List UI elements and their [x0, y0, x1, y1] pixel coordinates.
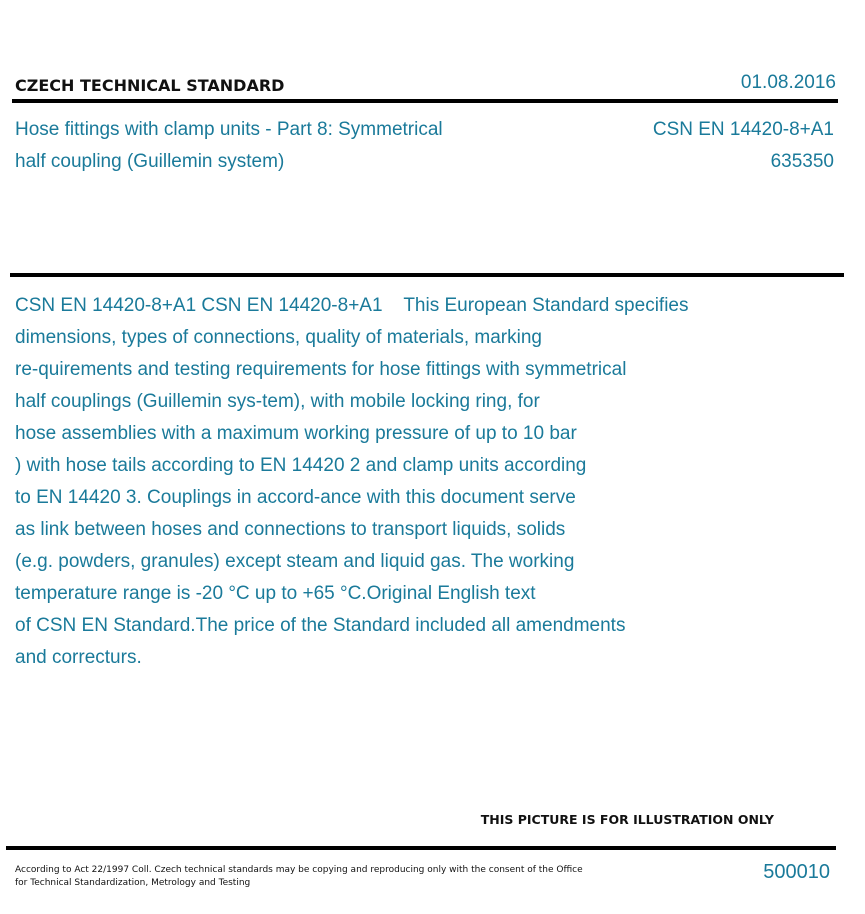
footer-rule — [6, 846, 836, 850]
abstract-line: hose assemblies with a maximum working pressure of up to 10 bar — [15, 423, 577, 444]
header-rule — [12, 99, 838, 103]
illustration-disclaimer: THIS PICTURE IS FOR ILLUSTRATION ONLY — [480, 812, 774, 827]
standard-number: CSN EN 14420-8+A1 — [652, 119, 834, 140]
abstract-text — [15, 290, 805, 674]
abstract-line: half couplings (Guillemin sys-tem), with mobile locking ring, for — [15, 391, 540, 412]
abstract-line: re-quirements and testing requirements for hose fittings with symmetrical — [15, 359, 627, 380]
standard-title-line: half coupling (Guillemin system) — [15, 151, 285, 172]
legal-notice-line: According to Act 22/1997 Coll. Czech technical standards may be copying and reproducing only with the consent of the Office — [15, 865, 583, 875]
abstract-line: CSN EN 14420-8+A1 CSN EN 14420-8+A1 This European Standard specifies — [15, 295, 689, 316]
document-type-label: CZECH TECHNICAL STANDARD — [15, 76, 285, 95]
publication-date: 01.08.2016 — [740, 72, 836, 93]
abstract-line: to EN 14420 3. Couplings in accord-ance with this document serve — [15, 487, 576, 508]
abstract-line: of CSN EN Standard.The price of the Standard included all amendments — [15, 615, 626, 636]
abstract-line: (e.g. powders, granules) except steam and liquid gas. The working — [15, 551, 575, 572]
abstract-line: ) with hose tails according to EN 14420 2 and clamp units according — [15, 455, 587, 476]
classification-code: 635350 — [770, 151, 834, 172]
standard-identifiers — [653, 114, 834, 178]
legal-notice-line: for Technical Standardization, Metrology and Testing — [15, 878, 251, 888]
legal-notice — [15, 864, 595, 890]
abstract-line: temperature range is -20 °C up to +65 °C.Original English text — [15, 583, 536, 604]
abstract-line: dimensions, types of connections, quality of materials, marking — [15, 327, 542, 348]
catalog-code: 500010 — [763, 861, 830, 883]
section-rule — [10, 273, 844, 277]
abstract-line: as link between hoses and connections to transport liquids, solids — [15, 519, 566, 540]
standard-title — [15, 114, 575, 178]
standard-title-line: Hose fittings with clamp units - Part 8: Symmetrical — [15, 119, 443, 140]
abstract-line: and correcturs. — [15, 647, 142, 668]
